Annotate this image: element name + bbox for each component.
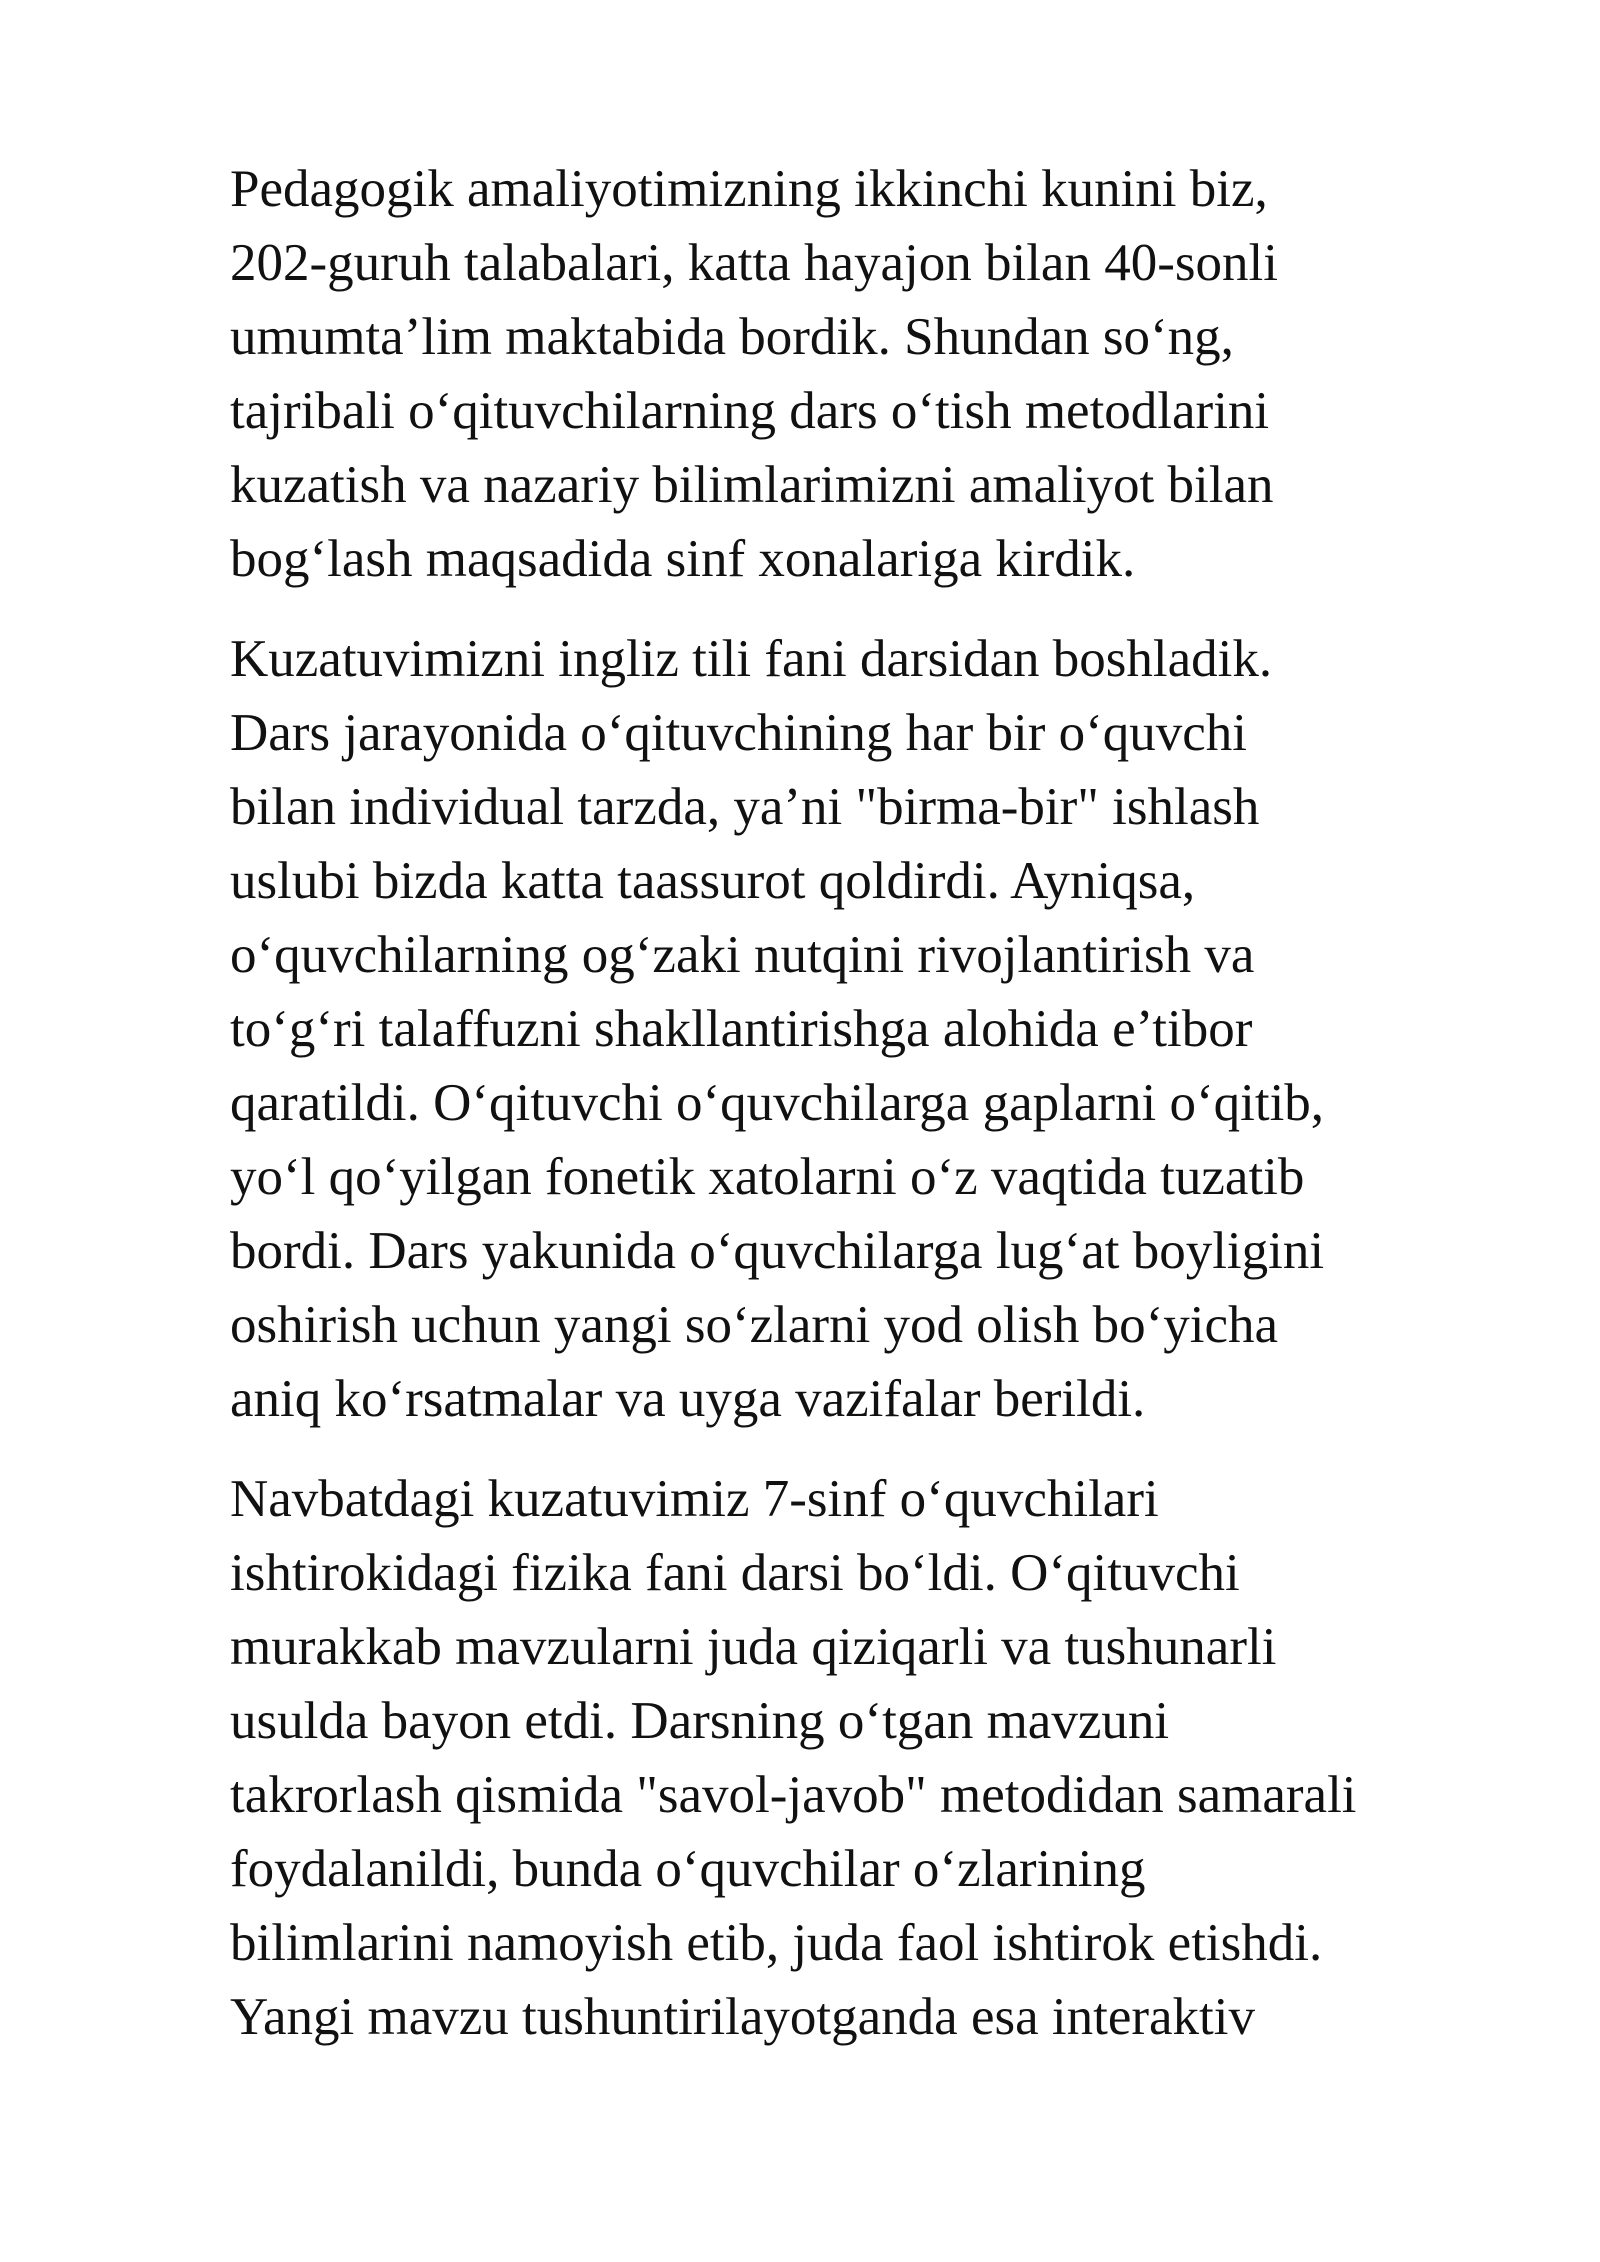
paragraph-line: oshirish uchun yangi so‘zlarni yod olish bo‘yicha <box>230 1296 1279 1354</box>
paragraph-line: bog‘lash maqsadida sinf xonalariga kirdik. <box>230 530 1136 588</box>
paragraph-line: Dars jarayonida o‘qituvchining har bir o‘quvchi <box>230 704 1248 762</box>
paragraph-line: ishtirokidagi fizika fani darsi bo‘ldi. O‘qituvchi <box>230 1544 1240 1602</box>
text-column <box>230 152 1530 2080</box>
paragraph-line: foydalanildi, bunda o‘quvchilar o‘zlarining <box>230 1840 1146 1898</box>
paragraph-2 <box>230 622 1530 1436</box>
paragraph-line: Navbatdagi kuzatuvimiz 7-sinf o‘quvchilari <box>230 1470 1159 1528</box>
paragraph-1 <box>230 152 1530 596</box>
paragraph-line: bilimlarini namoyish etib, juda faol ishtirok etishdi. <box>230 1914 1323 1972</box>
paragraph-line: qaratildi. O‘qituvchi o‘quvchilarga gaplarni o‘qitib, <box>230 1074 1325 1132</box>
paragraph-line: takrorlash qismida "savol-javob" metodidan samarali <box>230 1766 1357 1824</box>
paragraph-line: uslubi bizda katta taassurot qoldirdi. Ayniqsa, <box>230 852 1196 910</box>
paragraph-line: kuzatish va nazariy bilimlarimizni amaliyot bilan <box>230 456 1274 514</box>
paragraph-line: aniq ko‘rsatmalar va uyga vazifalar berildi. <box>230 1370 1146 1428</box>
paragraph-line: umumta’lim maktabida bordik. Shundan so‘ng, <box>230 308 1234 366</box>
paragraph-line: Kuzatuvimizni ingliz tili fani darsidan boshladik. <box>230 630 1273 688</box>
paragraph-line: 202-guruh talabalari, katta hayajon bilan 40-sonli <box>230 234 1278 292</box>
paragraph-line: Yangi mavzu tushuntirilayotganda esa interaktiv <box>230 1988 1255 2046</box>
paragraph-line: bilan individual tarzda, ya’ni "birma-bir" ishlash <box>230 778 1260 836</box>
paragraph-line: Pedagogik amaliyotimizning ikkinchi kunini biz, <box>230 160 1268 218</box>
paragraph-line: to‘g‘ri talaffuzni shakllantirishga alohida e’tibor <box>230 1000 1253 1058</box>
paragraph-line: murakkab mavzularni juda qiziqarli va tushunarli <box>230 1618 1277 1676</box>
paragraph-line: bordi. Dars yakunida o‘quvchilarga lug‘at boyligini <box>230 1222 1325 1280</box>
paragraph-line: tajribali o‘qituvchilarning dars o‘tish metodlarini <box>230 382 1270 440</box>
paragraph-line: usulda bayon etdi. Darsning o‘tgan mavzuni <box>230 1692 1170 1750</box>
paragraph-3 <box>230 1462 1530 2054</box>
paragraph-line: yo‘l qo‘yilgan fonetik xatolarni o‘z vaqtida tuzatib <box>230 1148 1305 1206</box>
paragraph-line: o‘quvchilarning og‘zaki nutqini rivojlantirish va <box>230 926 1255 984</box>
